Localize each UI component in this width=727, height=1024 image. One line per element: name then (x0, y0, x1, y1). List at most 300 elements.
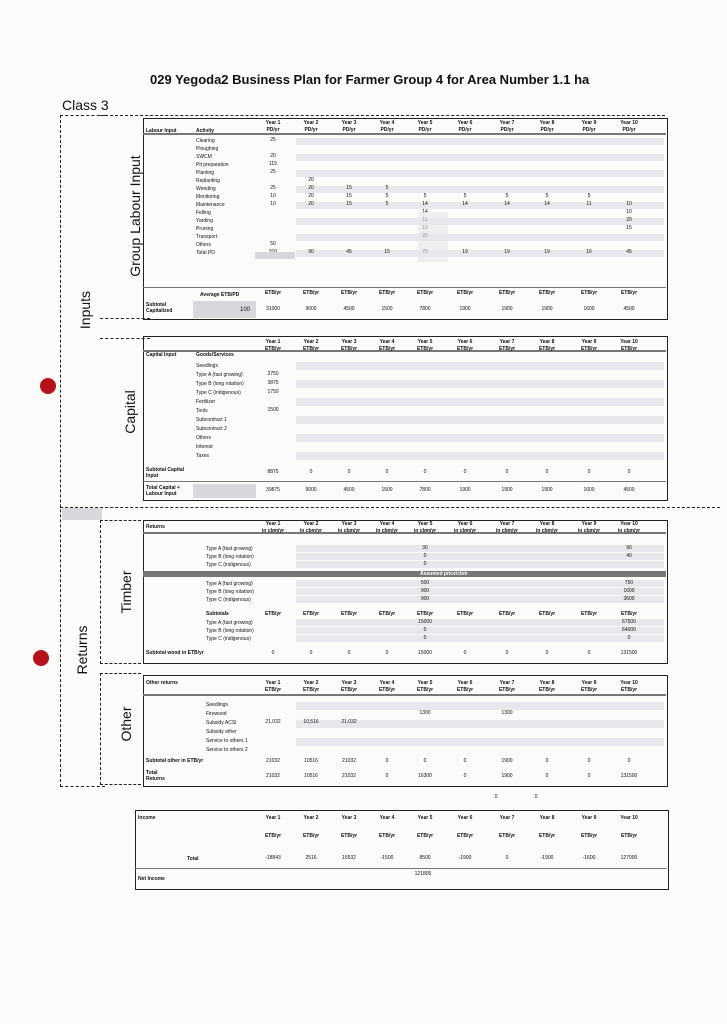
income-table (135, 810, 669, 890)
punch-hole-1 (40, 378, 56, 394)
timber-year-2: Year 2 (303, 521, 319, 527)
other-item: Service to others 1 (206, 738, 248, 744)
labour-activity: Weeding (196, 186, 216, 192)
capital-year-9: Year 9 (581, 339, 597, 345)
labour-activity: Ploughing (196, 146, 219, 152)
labour-value-2: 20 (308, 193, 314, 199)
labour-value-8: 19 (544, 249, 550, 255)
capital-subtotal-6: 0 (463, 469, 467, 475)
labour-value-3: 45 (346, 249, 352, 255)
timber-head-left: Returns (146, 524, 165, 530)
labour-subtotal-label: Subtotal Capitalized (146, 302, 173, 314)
labour-activity: Clearing (196, 138, 215, 144)
row-shading (296, 416, 664, 424)
labour-unit2-7: ETB/yr (498, 290, 516, 296)
labour-unit2-5: ETB/yr (416, 290, 434, 296)
timber-type: Type A (fast growing) (206, 546, 253, 552)
inputs-dashed-top (100, 115, 665, 116)
income-total-label: Total (187, 856, 199, 862)
timber-unit2-3: ETB/yr (340, 611, 358, 617)
timber-value-type: Type C (indigenous) (206, 636, 251, 642)
outer-dashed-frame (60, 115, 105, 787)
timber-unit-9: in cbm/yr (577, 528, 601, 534)
labour-unit2-8: ETB/yr (538, 290, 556, 296)
timber-subtotal-label: Subtotal wood in ETB/yr (146, 650, 204, 656)
timber-year-3: Year 3 (341, 521, 357, 527)
labour-unit-6: PD/yr (458, 127, 472, 133)
income-year-10: Year 10 (620, 815, 638, 821)
income-value-1: -18843 (265, 855, 281, 861)
labour-value-6: 19 (462, 249, 468, 255)
capital-year-4: Year 4 (379, 339, 395, 345)
labour-value-1: 25 (270, 169, 276, 175)
timber-subtotal-10: 131500 (620, 650, 638, 656)
other-total-9: 0 (587, 773, 591, 779)
row-shading (296, 561, 664, 568)
capital-unit-9: ETB/yr (580, 346, 598, 352)
other-total-1: 21032 (266, 773, 280, 779)
labour-subtotal-4: 1500 (381, 306, 393, 312)
capital-subtotal-10: 0 (627, 469, 631, 475)
other-total-6: 0 (463, 773, 467, 779)
other-year-9: Year 9 (581, 680, 597, 686)
labour-avg-label: Average ETB/PD (200, 292, 240, 298)
labour-value-10: 15 (626, 225, 632, 231)
row-shading (296, 398, 664, 406)
timber-price-type: Type C (indigenous) (206, 597, 251, 603)
income-value-7: 0 (505, 855, 509, 861)
labour-activity: Replanting (196, 178, 220, 184)
other-subsidy-1: 21,032 (265, 719, 281, 725)
capital-year-10: Year 10 (620, 339, 638, 345)
labour-subtotal-3: 4500 (343, 306, 355, 312)
timber-unit-2: in cbm/yr (299, 528, 323, 534)
capital-total-2: 9000 (305, 487, 317, 493)
labour-unit2-10: ETB/yr (620, 290, 638, 296)
timber-price-y5-2: 900 (420, 588, 430, 594)
labour-activity: Maintenance (196, 202, 225, 208)
labour-year-5: Year 5 (417, 120, 433, 126)
capital-head-left: Capital Input (146, 352, 177, 358)
income-net-label: Net Income (138, 876, 165, 882)
timber-price-y5-3: 900 (420, 596, 430, 602)
punch-hole-2 (33, 650, 49, 666)
labour-value-4: 5 (385, 193, 389, 199)
labour-value-8: 5 (545, 193, 549, 199)
capital-item: Taxes (196, 453, 210, 459)
labour-unit-4: PD/yr (380, 127, 394, 133)
labour-value-10: 10 (626, 201, 632, 207)
labour-unit-9: PD/yr (582, 127, 596, 133)
timber-subtotal-1: 0 (271, 650, 275, 656)
timber-price-type: Type B (long rotation) (206, 589, 254, 595)
timber-unit-4: in cbm/yr (375, 528, 399, 534)
row-shading (296, 738, 664, 746)
row-shading (296, 702, 664, 710)
income-year-3: Year 3 (341, 815, 357, 821)
other-year-2: Year 2 (303, 680, 319, 686)
other-unit-1: ETB/yr (264, 687, 282, 693)
labour-value-1: 115 (269, 161, 277, 167)
timber-value-y5-3: 0 (423, 635, 427, 641)
other-unit-10: ETB/yr (620, 687, 638, 693)
other-subtotal-5: 0 (423, 758, 427, 764)
timber-unit2-7: ETB/yr (498, 611, 516, 617)
income-unit-2: ETB/yr (302, 833, 320, 839)
labour-value-1: 25 (270, 137, 276, 143)
capital-item: Type A (fast growing) (196, 372, 243, 378)
other-subsidy-2: 10,516 (303, 719, 319, 725)
timber-unit-6: in cbm/yr (453, 528, 477, 534)
income-value-2: 2516 (305, 855, 317, 861)
labour-subtotal-7: 1900 (501, 306, 513, 312)
other-unit-3: ETB/yr (340, 687, 358, 693)
inputs-label: Inputs (77, 290, 93, 330)
labour-unit2-3: ETB/yr (340, 290, 358, 296)
separator-gray-left (62, 508, 102, 520)
timber-assumed-label: Assumed price/cbm (420, 571, 468, 577)
income-year-5: Year 5 (417, 815, 433, 821)
labour-subtotal-9: 1600 (583, 306, 595, 312)
labour-activity: Yarding (196, 218, 213, 224)
timber-unit-1: in cbm/yr (261, 528, 285, 534)
income-unit-10: ETB/yr (620, 833, 638, 839)
capital-value-3: 3875 (267, 380, 279, 386)
income-unit-8: ETB/yr (538, 833, 556, 839)
timber-price-y5-1: 500 (420, 580, 430, 586)
other-year-8: Year 8 (539, 680, 555, 686)
capital-total-label: Total Capital + Labour Input (146, 485, 180, 497)
other-subtotal-label: Subtotal other in ETB/yr (146, 758, 204, 764)
capital-label: Capital (122, 390, 138, 434)
income-year-1: Year 1 (265, 815, 281, 821)
timber-value-y10-2: 64000 (622, 627, 636, 633)
labour-unit2-2: ETB/yr (302, 290, 320, 296)
labour-subtotal-10: 4500 (623, 306, 635, 312)
capital-total-line (143, 481, 666, 482)
labour-year-3: Year 3 (341, 120, 357, 126)
capital-item: Type C (indigenous) (196, 390, 241, 396)
timber-unit2-4: ETB/yr (378, 611, 396, 617)
timber-subtotal-4: 0 (385, 650, 389, 656)
row-shading (296, 138, 664, 145)
other-year-4: Year 4 (379, 680, 395, 686)
timber-unit2-1: ETB/yr (264, 611, 282, 617)
labour-value-1: 20 (270, 153, 276, 159)
timber-unit2-9: ETB/yr (580, 611, 598, 617)
labour-value-8: 14 (544, 201, 550, 207)
other-item: Subsidy other (206, 729, 237, 735)
capital-unit-2: ETB/yr (302, 346, 320, 352)
income-net-value: 121805 (414, 871, 432, 877)
other-total-7: 1900 (501, 773, 513, 779)
capital-total-9: 1600 (583, 487, 595, 493)
other-subtotal-10: 0 (627, 758, 631, 764)
other-subtotal-7: 1900 (501, 758, 513, 764)
capital-total-7: 1900 (501, 487, 513, 493)
income-unit-4: ETB/yr (378, 833, 396, 839)
capital-subtotal-1: 8875 (267, 469, 279, 475)
other-subtotal-6: 0 (463, 758, 467, 764)
labour-value-7: 14 (504, 201, 510, 207)
labour-value-6: 5 (463, 193, 467, 199)
other-total-8: 0 (545, 773, 549, 779)
capital-subtotal-5: 0 (423, 469, 427, 475)
timber-unit-7: in cbm/yr (495, 528, 519, 534)
other-subtotal-4: 0 (385, 758, 389, 764)
other-unit-9: ETB/yr (580, 687, 598, 693)
labour-value-3: 15 (346, 185, 352, 191)
capital-value-2: 3750 (267, 371, 279, 377)
labour-value-4: 5 (385, 201, 389, 207)
other-total-4: 0 (385, 773, 389, 779)
capital-year-1: Year 1 (265, 339, 281, 345)
labour-value-1: 10 (270, 193, 276, 199)
timber-unit-5: in cbm/yr (413, 528, 437, 534)
other-subtotal-3: 21032 (342, 758, 356, 764)
timber-subtotal-3: 0 (347, 650, 351, 656)
other-below-1: 0 (494, 794, 498, 800)
timber-unit2-2: ETB/yr (302, 611, 320, 617)
capital-year-7: Year 7 (499, 339, 515, 345)
timber-unit-10: in cbm/yr (617, 528, 641, 534)
other-total-5: 16300 (418, 773, 432, 779)
other-year-6: Year 6 (457, 680, 473, 686)
labour-value-7: 19 (504, 249, 510, 255)
timber-assumed-bar (143, 571, 666, 577)
labour-unit-5: PD/yr (418, 127, 432, 133)
timber-vol-y5-3: 0 (423, 561, 427, 567)
capital-subtotal-8: 0 (545, 469, 549, 475)
other-total-10: 131500 (620, 773, 638, 779)
capital-unit-1: ETB/yr (264, 346, 282, 352)
income-unit-9: ETB/yr (580, 833, 598, 839)
other-subsidy-3: 21,032 (341, 719, 357, 725)
timber-year-9: Year 9 (581, 521, 597, 527)
labour-unit2-9: ETB/yr (580, 290, 598, 296)
capital-unit-3: ETB/yr (340, 346, 358, 352)
row-shading (296, 154, 664, 161)
labour-value-9: 16 (586, 249, 592, 255)
labour-year-8: Year 8 (539, 120, 555, 126)
timber-subtotal-9: 0 (587, 650, 591, 656)
labour-value-6: 14 (462, 201, 468, 207)
capital-subtotal-4: 0 (385, 469, 389, 475)
labour-subtotal-5: 7800 (419, 306, 431, 312)
labour-unit-8: PD/yr (540, 127, 554, 133)
labour-unit2-6: ETB/yr (456, 290, 474, 296)
other-head-left: Other returns (146, 680, 178, 686)
income-unit-5: ETB/yr (416, 833, 434, 839)
timber-unit-8: in cbm/yr (535, 528, 559, 534)
labour-activity: Total PD (196, 250, 215, 256)
capital-unit-4: ETB/yr (378, 346, 396, 352)
labour-value-2: 20 (308, 185, 314, 191)
labour-year5-highlight (418, 212, 448, 262)
timber-year-7: Year 7 (499, 521, 515, 527)
capital-item: Type B (long rotation) (196, 381, 244, 387)
labour-avg-bar (143, 287, 666, 288)
labour-value-1: 50 (270, 241, 276, 247)
capital-unit-5: ETB/yr (416, 346, 434, 352)
labour-value-5: 14 (422, 201, 428, 207)
labour-value-9: 11 (586, 201, 592, 207)
labour-subtotal-1: 31000 (266, 306, 280, 312)
income-value-9: -1600 (582, 855, 596, 861)
capital-total-1: 39875 (266, 487, 280, 493)
returns-label: Returns (74, 625, 90, 675)
timber-subtotal-8: 0 (545, 650, 549, 656)
capital-subtotal-7: 0 (505, 469, 509, 475)
other-year-5: Year 5 (417, 680, 433, 686)
other-year-7: Year 7 (499, 680, 515, 686)
labour-value-2: 90 (308, 249, 314, 255)
labour-year-9: Year 9 (581, 120, 597, 126)
income-year-9: Year 9 (581, 815, 597, 821)
timber-value-y10-1: 67500 (622, 619, 636, 625)
labour-year-2: Year 2 (303, 120, 319, 126)
timber-value-y5-2: 0 (423, 627, 427, 633)
timber-unit2-10: ETB/yr (620, 611, 638, 617)
labour-value-3: 15 (346, 201, 352, 207)
income-unit-3: ETB/yr (340, 833, 358, 839)
timber-year-10: Year 10 (620, 521, 638, 527)
labour-value-7: 5 (505, 193, 509, 199)
other-item: Seedlings (206, 702, 228, 708)
labour-subtotal-8: 1900 (541, 306, 553, 312)
timber-vol-y5-2: 0 (423, 553, 427, 559)
income-value-3: 16532 (342, 855, 356, 861)
income-value-10: 127000 (620, 855, 638, 861)
labour-year-1: Year 1 (265, 120, 281, 126)
row-shading (296, 380, 664, 388)
income-year-8: Year 8 (539, 815, 555, 821)
row-shading (296, 234, 664, 241)
labour-unit-7: PD/yr (500, 127, 514, 133)
income-year-2: Year 2 (303, 815, 319, 821)
timber-unit2-5: ETB/yr (416, 611, 434, 617)
labour-label: Group Labour Input (127, 155, 143, 277)
labour-activity: Pruning (196, 226, 214, 232)
class-label: Class 3 (62, 97, 109, 113)
labour-value-2: 20 (308, 201, 314, 207)
income-year-6: Year 6 (457, 815, 473, 821)
income-label: Income (138, 815, 156, 821)
capital-value-6: 1500 (267, 407, 279, 413)
income-value-4: -1500 (380, 855, 394, 861)
other-subtotal-1: 21032 (266, 758, 280, 764)
labour-activity: Felling (196, 210, 211, 216)
income-unit-1: ETB/yr (264, 833, 282, 839)
capital-year-2: Year 2 (303, 339, 319, 345)
labour-unit2-1: ETB/yr (264, 290, 282, 296)
row-shading (296, 362, 664, 370)
labour-unit2-4: ETB/yr (378, 290, 396, 296)
labour-subtotal-2: 9000 (305, 306, 317, 312)
page-title: 029 Yegoda2 Business Plan for Farmer Group 4 for Area Number 1.1 ha (150, 72, 590, 87)
timber-vol-y10-1: 90 (626, 545, 632, 551)
labour-header-bar (143, 133, 666, 135)
labour-activity: Transport (196, 234, 218, 240)
labour-avg-value: 100 (239, 307, 250, 313)
timber-year-5: Year 5 (417, 521, 433, 527)
timber-year-6: Year 6 (457, 521, 473, 527)
labour-value-5: 5 (423, 193, 427, 199)
other-label: Other (118, 706, 134, 742)
other-subtotal-8: 0 (545, 758, 549, 764)
labour-head-activity: Activity (196, 128, 215, 134)
other-firewood-7: 1300 (501, 710, 513, 716)
other-item: Firewood (206, 711, 227, 717)
other-unit-6: ETB/yr (456, 687, 474, 693)
capital-total-10: 4500 (623, 487, 635, 493)
income-year-4: Year 4 (379, 815, 395, 821)
timber-subtotal-5: 15000 (418, 650, 432, 656)
other-unit-4: ETB/yr (378, 687, 396, 693)
capital-item: Others (196, 435, 212, 441)
labour-value-2: 20 (308, 177, 314, 183)
labour-value-10: 10 (626, 209, 632, 215)
other-firewood-5: 1300 (419, 710, 431, 716)
capital-head-goods: Goods/Services (196, 352, 234, 358)
timber-year-8: Year 8 (539, 521, 555, 527)
labour-unit-10: PD/yr (622, 127, 636, 133)
labour-value-4: 15 (384, 249, 390, 255)
labour-value-1: 10 (270, 201, 276, 207)
labour-value-9: 5 (587, 193, 591, 199)
timber-unit2-8: ETB/yr (538, 611, 556, 617)
other-unit-5: ETB/yr (416, 687, 434, 693)
capital-item: Interest (196, 444, 213, 450)
capital-item: Subcontract 1 (196, 417, 227, 423)
capital-total-3: 4500 (343, 487, 355, 493)
labour-head-left: Labour Input (146, 128, 177, 134)
labour-subtotal-6: 1900 (459, 306, 471, 312)
timber-price-y10-2: 1600 (623, 588, 635, 594)
labour-year-4: Year 4 (379, 120, 395, 126)
other-unit-7: ETB/yr (498, 687, 516, 693)
other-unit-2: ETB/yr (302, 687, 320, 693)
timber-label: Timber (118, 570, 134, 614)
timber-type: Type B (long rotation) (206, 554, 254, 560)
income-unit-6: ETB/yr (456, 833, 474, 839)
inputs-dashed-line (60, 507, 720, 508)
timber-subtotals-label: Subtotals (206, 611, 229, 617)
other-total-label: Total Returns (146, 770, 165, 782)
other-unit-8: ETB/yr (538, 687, 556, 693)
other-item: Subsidy ACSI (206, 720, 237, 726)
row-shading (296, 452, 664, 460)
timber-year-1: Year 1 (265, 521, 281, 527)
labour-activity: Monitoring (196, 194, 220, 200)
capital-subtotal-9: 0 (587, 469, 591, 475)
capital-value-4: 1750 (267, 389, 279, 395)
income-year-7: Year 7 (499, 815, 515, 821)
labour-activity: SWCM (196, 154, 212, 160)
labour-value-4: 5 (385, 185, 389, 191)
capital-subtotal-label: Subtotal Capital Input (146, 467, 185, 479)
labour-activity: Pit preparation (196, 162, 229, 168)
capital-total-8: 1900 (541, 487, 553, 493)
labour-value-1: 25 (270, 185, 276, 191)
other-item: Service to others 2 (206, 747, 248, 753)
capital-item: Seedlings (196, 363, 218, 369)
timber-unit-3: in cbm/yr (337, 528, 361, 534)
labour-activity: Planting (196, 170, 215, 176)
other-header-bar (143, 694, 666, 696)
labour-value-10: 45 (626, 249, 632, 255)
other-subtotal-2: 10516 (304, 758, 318, 764)
